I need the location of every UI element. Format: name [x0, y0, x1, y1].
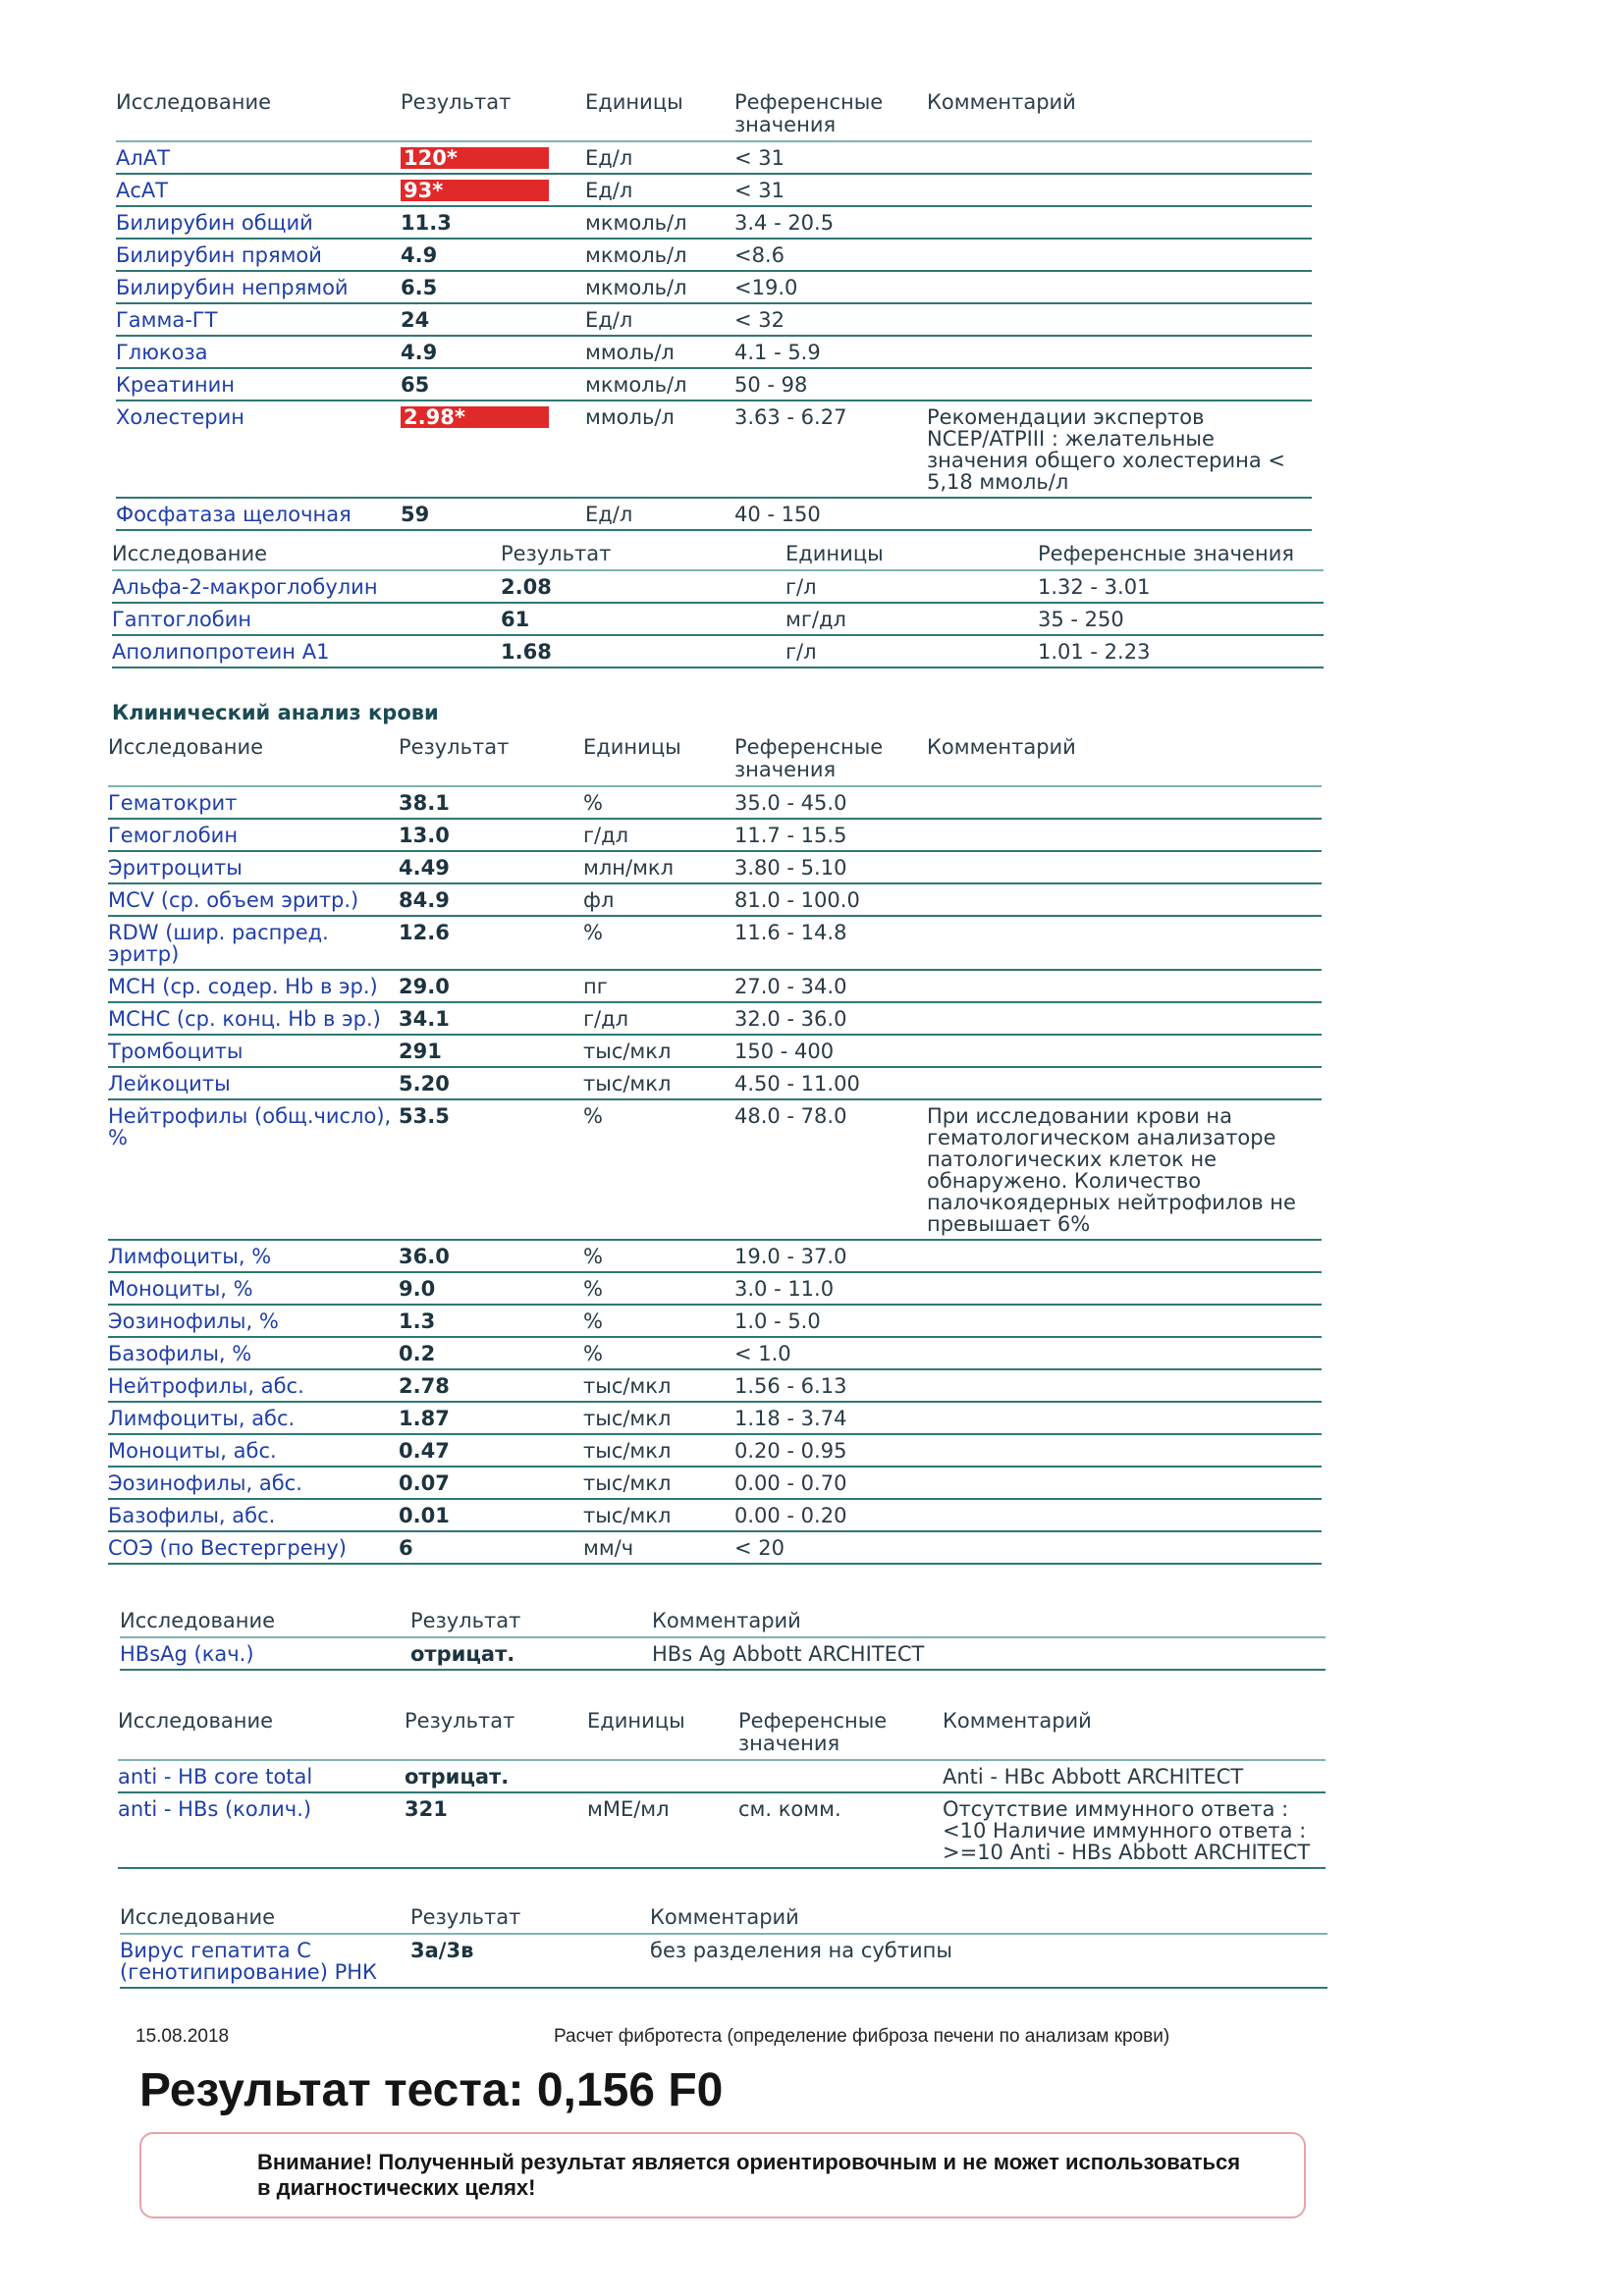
- header-result: Результат: [410, 1906, 640, 1934]
- cell-unit: г/дл: [583, 819, 734, 851]
- cell-unit: Ед/л: [585, 141, 734, 174]
- cell-ref: 0.00 - 0.70: [734, 1467, 927, 1499]
- header-comment: Комментарий: [927, 736, 1322, 786]
- cell-value: 9.0: [399, 1272, 583, 1305]
- cell-comment: [927, 1240, 1322, 1272]
- cell-unit: тыс/мкл: [583, 1467, 734, 1499]
- cell-unit: Ед/л: [585, 303, 734, 336]
- cell-comment: [927, 1305, 1322, 1337]
- cell-ref: 1.32 - 3.01: [1038, 570, 1324, 603]
- cell-comment: [927, 368, 1312, 400]
- cell-unit: Ед/л: [585, 174, 734, 206]
- cell-unit: г/л: [785, 635, 1038, 667]
- table-row: [116, 498, 1312, 530]
- cell-name: anti - HB core total: [118, 1760, 405, 1792]
- cell-value: 53.5: [399, 1099, 583, 1240]
- cell-unit: фл: [583, 883, 734, 916]
- table-row: [120, 1934, 1327, 1988]
- cell-comment: [927, 786, 1322, 819]
- table-row: [116, 368, 1312, 400]
- cell-value: 0.07: [399, 1467, 583, 1499]
- table-row: [108, 819, 1322, 851]
- cell-ref: 4.50 - 11.00: [734, 1067, 927, 1099]
- table-row: [116, 239, 1312, 271]
- cell-ref: 40 - 150: [734, 498, 927, 530]
- header-study: Исследование: [108, 736, 399, 786]
- hcv-section: [120, 1906, 1327, 1989]
- cell-comment: [927, 1467, 1322, 1499]
- cell-ref: 50 - 98: [734, 368, 927, 400]
- cell-value: отрицат.: [410, 1637, 642, 1670]
- cell-unit: %: [583, 1099, 734, 1240]
- warning-box: [139, 2132, 1306, 2218]
- cell-comment: [927, 1002, 1322, 1035]
- cell-name: anti - HBs (колич.): [118, 1792, 405, 1868]
- cell-comment: [927, 336, 1312, 368]
- table-row: [108, 1240, 1322, 1272]
- cell-ref: 3.0 - 11.0: [734, 1272, 927, 1305]
- cell-name: Аполипопротеин А1: [112, 635, 501, 667]
- cell-ref: <19.0: [734, 271, 927, 303]
- table-row: [118, 1760, 1326, 1792]
- header-result: Результат: [401, 91, 585, 141]
- cell-value: 4.9: [401, 336, 585, 368]
- header-study: Исследование: [116, 91, 401, 141]
- table-header: [120, 1610, 1326, 1637]
- table-header: [120, 1906, 1327, 1934]
- cell-name: Гематокрит: [108, 786, 399, 819]
- cell-name: Гемоглобин: [108, 819, 399, 851]
- cell-value: 1.3: [399, 1305, 583, 1337]
- cell-comment: [927, 1434, 1322, 1467]
- cell-name: Гаптоглобин: [112, 603, 501, 635]
- cell-value: 1.87: [399, 1402, 583, 1434]
- cell-comment: [927, 819, 1322, 851]
- cell-name: Билирубин прямой: [116, 239, 401, 271]
- cell-ref: [738, 1760, 943, 1792]
- cell-ref: 27.0 - 34.0: [734, 970, 927, 1002]
- table-row: [116, 303, 1312, 336]
- header-study: Исследование: [120, 1610, 410, 1637]
- cell-value: 321: [405, 1792, 587, 1868]
- header-units: Единицы: [785, 543, 1038, 570]
- cell-value: 84.9: [399, 883, 583, 916]
- cell-value: 34.1: [399, 1002, 583, 1035]
- cell-unit: %: [583, 1305, 734, 1337]
- cell-name: Лимфоциты, абс.: [108, 1402, 399, 1434]
- cell-comment: [927, 1369, 1322, 1402]
- header-result: Результат: [410, 1610, 642, 1637]
- cell-name: Тромбоциты: [108, 1035, 399, 1067]
- table-row: [108, 1531, 1322, 1564]
- cell-unit: мкмоль/л: [585, 271, 734, 303]
- cell-ref: 11.7 - 15.5: [734, 819, 927, 851]
- hbsag-section: [120, 1610, 1326, 1671]
- cell-ref: 32.0 - 36.0: [734, 1002, 927, 1035]
- cell-ref: < 1.0: [734, 1337, 927, 1369]
- header-result: Результат: [405, 1710, 587, 1760]
- cell-unit: тыс/мкл: [583, 1067, 734, 1099]
- cell-comment: [927, 271, 1312, 303]
- header-units: Единицы: [583, 736, 734, 786]
- cell-comment: Отсутствие иммунного ответа : <10 Наличие иммунного ответа : >=10 Anti - HBs Abbott ARCHITECT: [943, 1792, 1326, 1868]
- table-header: [108, 736, 1322, 786]
- cell-value: 5.20: [399, 1067, 583, 1099]
- table-row: [108, 1305, 1322, 1337]
- cell-value: 2.78: [399, 1369, 583, 1402]
- cell-comment: [927, 141, 1312, 174]
- cell-name: АлАТ: [116, 141, 401, 174]
- cell-value: отрицат.: [405, 1760, 587, 1792]
- table-row: [108, 916, 1322, 970]
- cell-ref: см. комм.: [738, 1792, 943, 1868]
- antihb-table: [118, 1710, 1326, 1869]
- cell-comment: [927, 239, 1312, 271]
- cell-comment: [927, 1499, 1322, 1531]
- table-row: [118, 1792, 1326, 1868]
- header-comment: Комментарий: [943, 1710, 1326, 1760]
- cell-value: 6.5: [401, 271, 585, 303]
- cell-comment: HBs Ag Abbott ARCHITECT: [642, 1637, 1326, 1670]
- cell-value: 1.68: [501, 635, 785, 667]
- cell-comment: [927, 1402, 1322, 1434]
- cell-unit: %: [583, 916, 734, 970]
- table-row: [116, 174, 1312, 206]
- cell-unit: мкмоль/л: [585, 239, 734, 271]
- cell-comment: [927, 883, 1322, 916]
- cell-unit: тыс/мкл: [583, 1402, 734, 1434]
- cell-ref: <8.6: [734, 239, 927, 271]
- cell-comment: [927, 851, 1322, 883]
- cell-unit: г/дл: [583, 1002, 734, 1035]
- table-row: [108, 1002, 1322, 1035]
- cell-comment: [927, 1035, 1322, 1067]
- table-row: [112, 603, 1324, 635]
- cell-unit: г/л: [785, 570, 1038, 603]
- cell-comment: [927, 1531, 1322, 1564]
- header-reference: Референсные значения: [734, 91, 927, 141]
- cell-value: 24: [401, 303, 585, 336]
- header-reference: Референсные значения: [1038, 543, 1324, 570]
- cell-ref: 48.0 - 78.0: [734, 1099, 927, 1240]
- cell-unit: мкмоль/л: [585, 206, 734, 239]
- table-row: [112, 570, 1324, 603]
- table-row: [108, 1337, 1322, 1369]
- proteins-section: [112, 543, 1324, 668]
- cell-name: Альфа-2-макроглобулин: [112, 570, 501, 603]
- table-row: [108, 1099, 1322, 1240]
- cell-unit: %: [583, 786, 734, 819]
- cell-value: [401, 400, 585, 498]
- header-study: Исследование: [112, 543, 501, 570]
- cell-unit: пг: [583, 970, 734, 1002]
- header-units: Единицы: [585, 91, 734, 141]
- hbsag-table: [120, 1610, 1326, 1671]
- cell-comment: [927, 1067, 1322, 1099]
- cell-unit: тыс/мкл: [583, 1434, 734, 1467]
- proteins-table: [112, 543, 1324, 668]
- cell-name: Нейтрофилы, абс.: [108, 1369, 399, 1402]
- table-row: [108, 1434, 1322, 1467]
- cell-comment: [927, 970, 1322, 1002]
- cell-name: Фосфатаза щелочная: [116, 498, 401, 530]
- cell-ref: 19.0 - 37.0: [734, 1240, 927, 1272]
- cell-name: RDW (шир. распред. эритр): [108, 916, 399, 970]
- cell-ref: 1.0 - 5.0: [734, 1305, 927, 1337]
- cell-ref: < 32: [734, 303, 927, 336]
- cell-ref: 1.18 - 3.74: [734, 1402, 927, 1434]
- cell-value: 0.47: [399, 1434, 583, 1467]
- table-row: [108, 970, 1322, 1002]
- cell-name: Эритроциты: [108, 851, 399, 883]
- cell-unit: ммоль/л: [585, 400, 734, 498]
- cell-unit: млн/мкл: [583, 851, 734, 883]
- cell-name: Лейкоциты: [108, 1067, 399, 1099]
- cell-name: Креатинин: [116, 368, 401, 400]
- table-row: [108, 1402, 1322, 1434]
- cell-unit: мМЕ/мл: [587, 1792, 738, 1868]
- cbc-section: [108, 736, 1322, 1565]
- cell-name: АсАТ: [116, 174, 401, 206]
- cell-value: 59: [401, 498, 585, 530]
- cell-unit: тыс/мкл: [583, 1369, 734, 1402]
- table-row: [108, 1467, 1322, 1499]
- cell-comment: без разделения на субтипы: [640, 1934, 1327, 1988]
- table-row: [108, 786, 1322, 819]
- calc-title: Расчет фибротеста (определение фиброза печени по анализам крови): [554, 2026, 1170, 2047]
- cell-ref: < 31: [734, 141, 927, 174]
- table-row: [120, 1637, 1326, 1670]
- cell-value: 0.2: [399, 1337, 583, 1369]
- cell-unit: тыс/мкл: [583, 1499, 734, 1531]
- cell-value: 36.0: [399, 1240, 583, 1272]
- table-header: [112, 543, 1324, 570]
- cell-comment: Рекомендации экспертов NCEP/ATPIII : желательные значения общего холестерина < 5,18 ммоль/л: [927, 400, 1312, 498]
- cell-name: Вирус гепатита С (генотипирование) РНК: [120, 1934, 410, 1988]
- cell-name: MCHC (ср. конц. Hb в эр.): [108, 1002, 399, 1035]
- cell-comment: [927, 1337, 1322, 1369]
- table-header: [118, 1710, 1326, 1760]
- cell-unit: %: [583, 1240, 734, 1272]
- header-study: Исследование: [120, 1906, 410, 1934]
- cell-name: HBsAg (кач.): [120, 1637, 410, 1670]
- cell-name: Моноциты, %: [108, 1272, 399, 1305]
- cell-value: [401, 174, 585, 206]
- table-row: [108, 1499, 1322, 1531]
- cell-name: Эозинофилы, абс.: [108, 1467, 399, 1499]
- biochem-section: [116, 91, 1312, 531]
- cell-value: 4.9: [401, 239, 585, 271]
- report-date: 15.08.2018: [135, 2026, 230, 2047]
- cell-name: Билирубин непрямой: [116, 271, 401, 303]
- cell-value: 29.0: [399, 970, 583, 1002]
- table-row: [112, 635, 1324, 667]
- cell-comment: [927, 174, 1312, 206]
- cell-name: Базофилы, абс.: [108, 1499, 399, 1531]
- header-units: Единицы: [587, 1710, 738, 1760]
- cell-ref: 3.4 - 20.5: [734, 206, 927, 239]
- cell-name: MCH (ср. содер. Hb в эр.): [108, 970, 399, 1002]
- cell-unit: мг/дл: [785, 603, 1038, 635]
- cell-unit: мкмоль/л: [585, 368, 734, 400]
- table-row: [108, 883, 1322, 916]
- cell-value: 38.1: [399, 786, 583, 819]
- biochem-table: [116, 91, 1312, 531]
- header-result: Результат: [399, 736, 583, 786]
- cell-comment: [927, 206, 1312, 239]
- cell-comment: Anti - HBc Abbott ARCHITECT: [943, 1760, 1326, 1792]
- table-row: [116, 400, 1312, 498]
- table-row: [116, 206, 1312, 239]
- cell-name: Базофилы, %: [108, 1337, 399, 1369]
- cell-ref: 1.01 - 2.23: [1038, 635, 1324, 667]
- cell-ref: 35.0 - 45.0: [734, 786, 927, 819]
- cell-value: 11.3: [401, 206, 585, 239]
- cell-name: Моноциты, абс.: [108, 1434, 399, 1467]
- cell-unit: [587, 1760, 738, 1792]
- table-row: [108, 1067, 1322, 1099]
- cell-name: Лимфоциты, %: [108, 1240, 399, 1272]
- cell-ref: 0.00 - 0.20: [734, 1499, 927, 1531]
- header-result: Результат: [501, 543, 785, 570]
- cell-unit: ммоль/л: [585, 336, 734, 368]
- cell-name: Эозинофилы, %: [108, 1305, 399, 1337]
- cbc-title: Клинический анализ крови: [112, 701, 439, 724]
- cell-value: 6: [399, 1531, 583, 1564]
- cell-value: 3a/3в: [410, 1934, 640, 1988]
- antihb-section: [118, 1710, 1326, 1869]
- warning-text: Внимание! Полученный результат является ориентировочным и не может использоваться в диагностических целях!: [257, 2150, 1241, 2200]
- table-header: [116, 91, 1312, 141]
- cell-ref: 4.1 - 5.9: [734, 336, 927, 368]
- cell-ref: < 31: [734, 174, 927, 206]
- header-reference: Референсные значения: [738, 1710, 943, 1760]
- cell-comment: [927, 498, 1312, 530]
- flag-highlight: 93*: [401, 180, 549, 201]
- cell-value: 13.0: [399, 819, 583, 851]
- table-row: [108, 1035, 1322, 1067]
- table-row: [108, 1369, 1322, 1402]
- cell-name: MCV (ср. объем эритр.): [108, 883, 399, 916]
- table-row: [108, 851, 1322, 883]
- cell-value: 0.01: [399, 1499, 583, 1531]
- cell-value: 2.08: [501, 570, 785, 603]
- header-reference: Референсные значения: [734, 736, 927, 786]
- cell-name: Нейтрофилы (общ.число), %: [108, 1099, 399, 1240]
- cell-ref: 150 - 400: [734, 1035, 927, 1067]
- cell-ref: < 20: [734, 1531, 927, 1564]
- table-row: [116, 271, 1312, 303]
- test-result: Результат теста: 0,156 F0: [139, 2064, 724, 2116]
- table-row: [116, 141, 1312, 174]
- cell-ref: 35 - 250: [1038, 603, 1324, 635]
- header-comment: Комментарий: [640, 1906, 1327, 1934]
- cell-value: [401, 141, 585, 174]
- header-comment: Комментарий: [927, 91, 1312, 141]
- cell-comment: [927, 303, 1312, 336]
- cell-unit: Ед/л: [585, 498, 734, 530]
- cell-name: Глюкоза: [116, 336, 401, 368]
- cell-unit: %: [583, 1272, 734, 1305]
- cell-comment: [927, 916, 1322, 970]
- table-row: [108, 1272, 1322, 1305]
- cell-name: Гамма-ГТ: [116, 303, 401, 336]
- header-study: Исследование: [118, 1710, 405, 1760]
- cell-value: 12.6: [399, 916, 583, 970]
- cell-unit: %: [583, 1337, 734, 1369]
- cell-comment: При исследовании крови на гематологическом анализаторе патологических клеток не обнаружено. Количество палочкоядерных нейтрофилов не превышает 6%: [927, 1099, 1322, 1240]
- cell-unit: мм/ч: [583, 1531, 734, 1564]
- table-row: [116, 336, 1312, 368]
- hcv-table: [120, 1906, 1327, 1989]
- cell-name: Билирубин общий: [116, 206, 401, 239]
- cell-unit: тыс/мкл: [583, 1035, 734, 1067]
- cell-ref: 3.63 - 6.27: [734, 400, 927, 498]
- cell-name: СОЭ (по Вестергрену): [108, 1531, 399, 1564]
- cbc-table: [108, 736, 1322, 1565]
- cell-ref: 81.0 - 100.0: [734, 883, 927, 916]
- header-comment: Комментарий: [642, 1610, 1326, 1637]
- cell-comment: [927, 1272, 1322, 1305]
- flag-highlight: 2.98*: [401, 406, 549, 428]
- cell-name: Холестерин: [116, 400, 401, 498]
- flag-highlight: 120*: [401, 147, 549, 169]
- cell-value: 65: [401, 368, 585, 400]
- cell-ref: 11.6 - 14.8: [734, 916, 927, 970]
- cell-value: 4.49: [399, 851, 583, 883]
- cell-ref: 1.56 - 6.13: [734, 1369, 927, 1402]
- cell-ref: 3.80 - 5.10: [734, 851, 927, 883]
- cell-value: 61: [501, 603, 785, 635]
- cell-value: 291: [399, 1035, 583, 1067]
- cell-ref: 0.20 - 0.95: [734, 1434, 927, 1467]
